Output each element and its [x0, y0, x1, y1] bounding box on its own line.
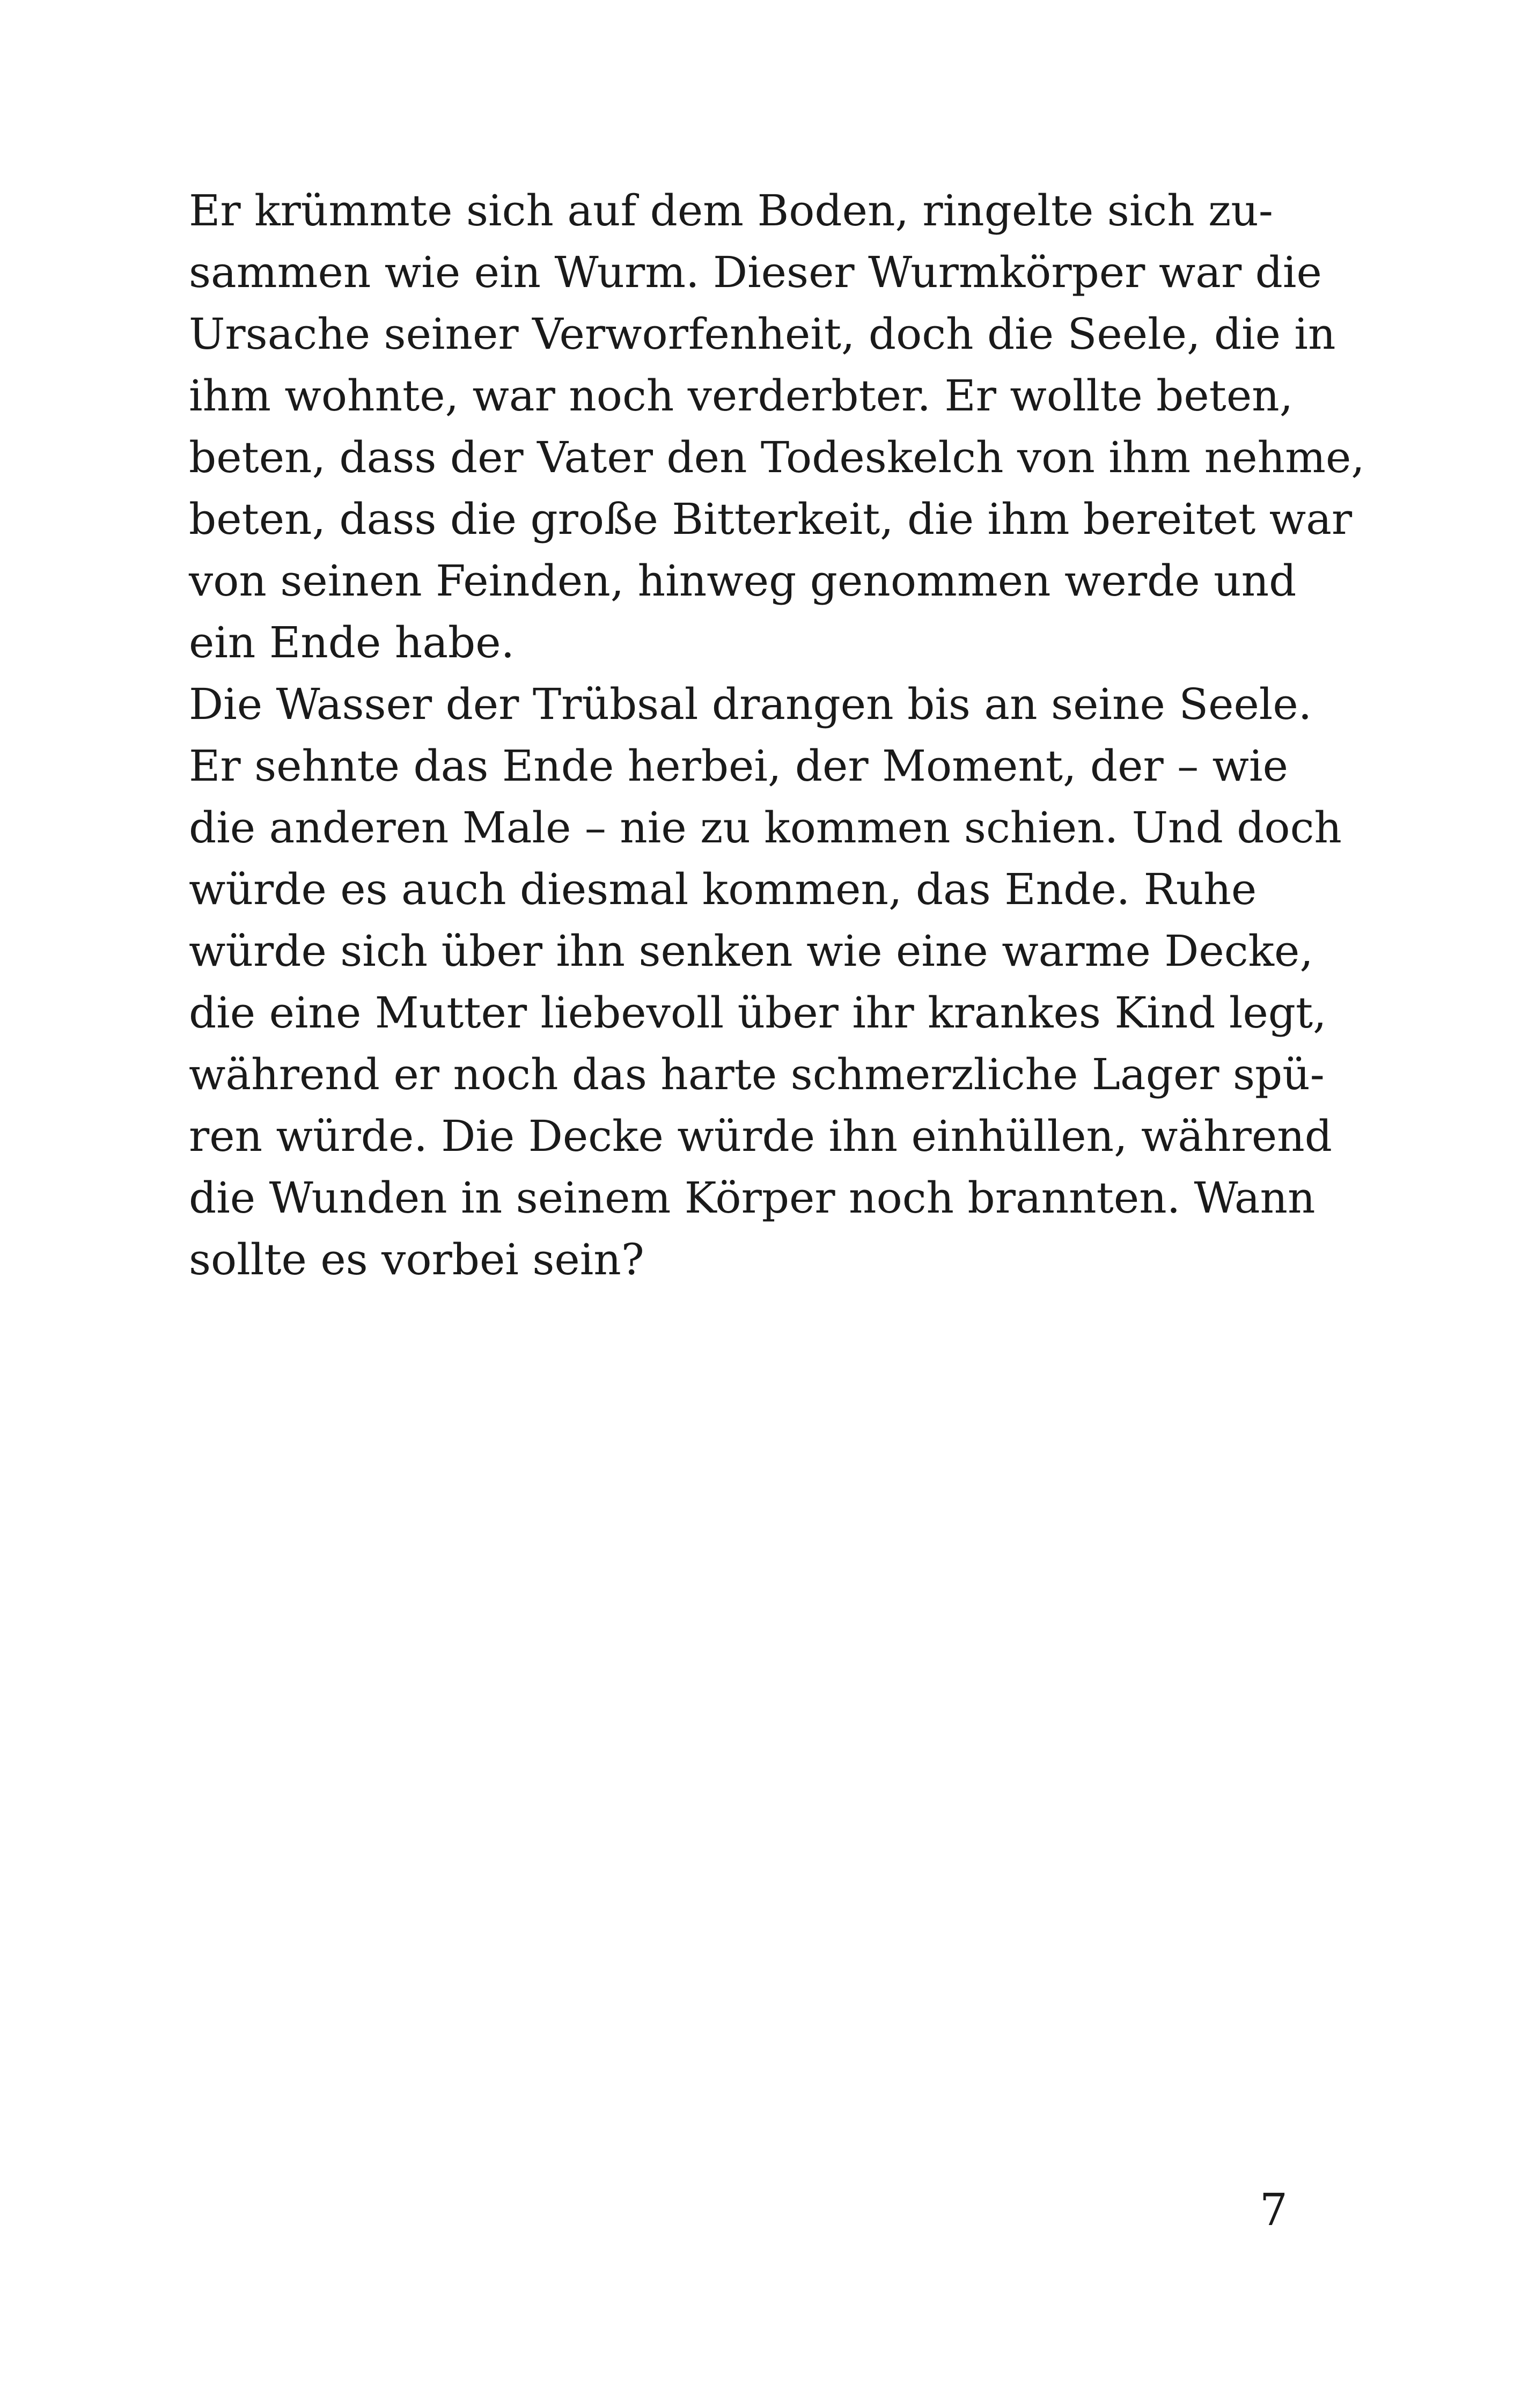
text-line: die eine Mutter liebevoll über ihr krankes Kind legt,: [189, 988, 1327, 1038]
text-line: sammen wie ein Wurm. Dieser Wurmkörper war die: [189, 247, 1322, 297]
text-line: ihm wohnte, war noch verderbter. Er wollte beten,: [189, 371, 1294, 421]
text-line: die anderen Male – nie zu kommen schien. Und doch: [189, 803, 1342, 853]
text-line: beten, dass die große Bitterkeit, die ihm bereitet war: [189, 494, 1353, 544]
body-text: [189, 180, 1365, 1290]
text-line: die Wunden in seinem Körper noch brannten. Wann: [189, 1173, 1316, 1223]
text-line: Ursache seiner Verworfenheit, doch die Seele, die in: [189, 309, 1336, 359]
text-line: ren würde. Die Decke würde ihn einhüllen, während: [189, 1111, 1332, 1161]
text-line: sollte es vorbei sein?: [189, 1235, 644, 1284]
text-line: beten, dass der Vater den Todeskelch von ihm nehme,: [189, 432, 1365, 482]
text-line: würde es auch diesmal kommen, das Ende. Ruhe: [189, 864, 1257, 914]
text-line: von seinen Feinden, hinweg genommen werde und: [189, 556, 1297, 606]
text-line: ein Ende habe.: [189, 618, 515, 667]
text-line: Die Wasser der Trübsal drangen bis an seine Seele.: [189, 679, 1312, 729]
page-number: 7: [1259, 2185, 1288, 2236]
text-line: Er krümmte sich auf dem Boden, ringelte sich zu-: [189, 186, 1273, 236]
text-line: Er sehnte das Ende herbei, der Moment, der – wie: [189, 741, 1288, 791]
text-line: würde sich über ihn senken wie eine warme Decke,: [189, 926, 1313, 976]
text-line: während er noch das harte schmerzliche Lager spü-: [189, 1049, 1325, 1099]
